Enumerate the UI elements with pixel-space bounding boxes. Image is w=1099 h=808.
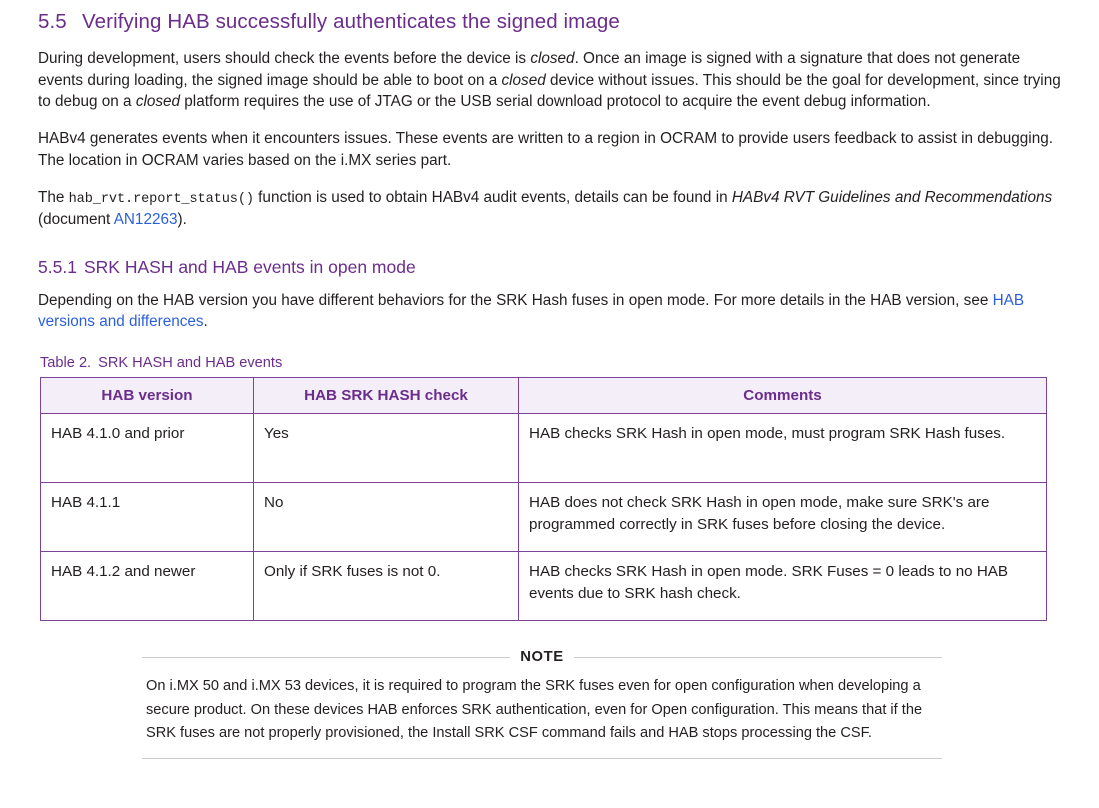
subsection-paragraph	[38, 290, 1061, 333]
cell-check: No	[254, 483, 519, 552]
note-header	[142, 649, 942, 665]
paragraph-3-part-c: (document	[38, 210, 114, 228]
paragraph-1-part-d: platform requires the use of JTAG or the USB serial download protocol to acquire the event debug information.	[180, 93, 931, 111]
note-text: On i.MX 50 and i.MX 53 devices, it is required to program the SRK fuses even for open configuration when developing a secure product. On these devices HAB enforces SRK authentication, even for Open configuration. This means that if the SRK fuses are not properly provisioned, the Install SRK CSF command fails and HAB stops processing the CSF.	[146, 678, 923, 742]
cell-comments: HAB checks SRK Hash in open mode, must program SRK Hash fuses.	[519, 414, 1047, 483]
table-row	[41, 414, 1047, 483]
paragraph-1-part-b: . Once an image is signed with a signature that does not generate events during loading, the signed image should be able to boot on a	[38, 50, 1021, 89]
subsection-paragraph-part-a: Depending on the HAB version you have different behaviors for the SRK Hash fuses in open mode. For more details in the HAB version, see	[38, 291, 993, 309]
table-header-row	[41, 378, 1047, 414]
paragraph-3-part-a: The	[38, 188, 69, 206]
section-heading	[38, 10, 1061, 34]
report-status-function-code: hab_rvt.report_status()	[68, 191, 254, 207]
paragraph-1-italic-3: closed	[135, 93, 181, 111]
column-header-hab-version: HAB version	[41, 378, 254, 414]
section-title: Verifying HAB successfully authenticates the signed image	[82, 10, 620, 33]
subsection-paragraph-part-b: .	[203, 313, 208, 331]
paragraph-3-italic: HABv4 RVT Guidelines and Recommendations	[731, 188, 1053, 206]
paragraph-1-part-c: device without issues. This should be the goal for development, since trying to debug on a	[38, 71, 1061, 111]
hab-versions-link[interactable]: HAB versions and differences	[38, 291, 1025, 331]
section-paragraph-1	[38, 48, 1061, 113]
section-paragraph-2: HABv4 generates events when it encounters issues. These events are written to a region in OCRAM to provide users feedback to assist in debugging. The location in OCRAM varies based on the i.MX series part.	[38, 130, 1053, 169]
note-label: NOTE	[520, 649, 564, 666]
note-block	[142, 649, 942, 759]
an12263-link[interactable]: AN12263	[113, 210, 178, 228]
paragraph-3-part-d: ).	[177, 210, 187, 228]
cell-comments: HAB checks SRK Hash in open mode. SRK Fuses = 0 leads to no HAB events due to SRK hash check.	[519, 552, 1047, 621]
table-row	[41, 552, 1047, 621]
paragraph-1-italic-2: closed	[501, 71, 546, 89]
table-caption-label: Table 2.	[40, 355, 92, 372]
subsection-title: SRK HASH and HAB events in open mode	[84, 256, 416, 277]
table-caption	[40, 355, 1061, 371]
subsection-number: 5.5.1	[38, 256, 77, 277]
table-row	[41, 483, 1047, 552]
cell-version: HAB 4.1.0 and prior	[41, 414, 254, 483]
column-header-comments: Comments	[519, 378, 1047, 414]
note-rule-bottom	[142, 758, 942, 759]
cell-check: Yes	[254, 414, 519, 483]
subsection-heading	[38, 257, 1061, 278]
paragraph-3-part-b: function is used to obtain HABv4 audit events, details can be found in	[253, 188, 732, 206]
cell-comments: HAB does not check SRK Hash in open mode, make sure SRK's are programmed correctly in SRK fuses before closing the device.	[519, 483, 1047, 552]
section-number: 5.5	[38, 10, 67, 33]
section-paragraph-3	[38, 187, 1061, 231]
note-rule-left	[142, 657, 510, 658]
cell-check: Only if SRK fuses is not 0.	[254, 552, 519, 621]
cell-version: HAB 4.1.1	[41, 483, 254, 552]
srk-hash-hab-events-table	[40, 377, 1047, 621]
table-caption-text: SRK HASH and HAB events	[98, 355, 283, 372]
note-rule-right	[574, 657, 942, 658]
cell-version: HAB 4.1.2 and newer	[41, 552, 254, 621]
column-header-srk-hash-check: HAB SRK HASH check	[254, 378, 519, 414]
paragraph-1-part-a: During development, users should check the events before the device is	[38, 50, 531, 67]
paragraph-1-italic-1: closed	[530, 50, 575, 67]
